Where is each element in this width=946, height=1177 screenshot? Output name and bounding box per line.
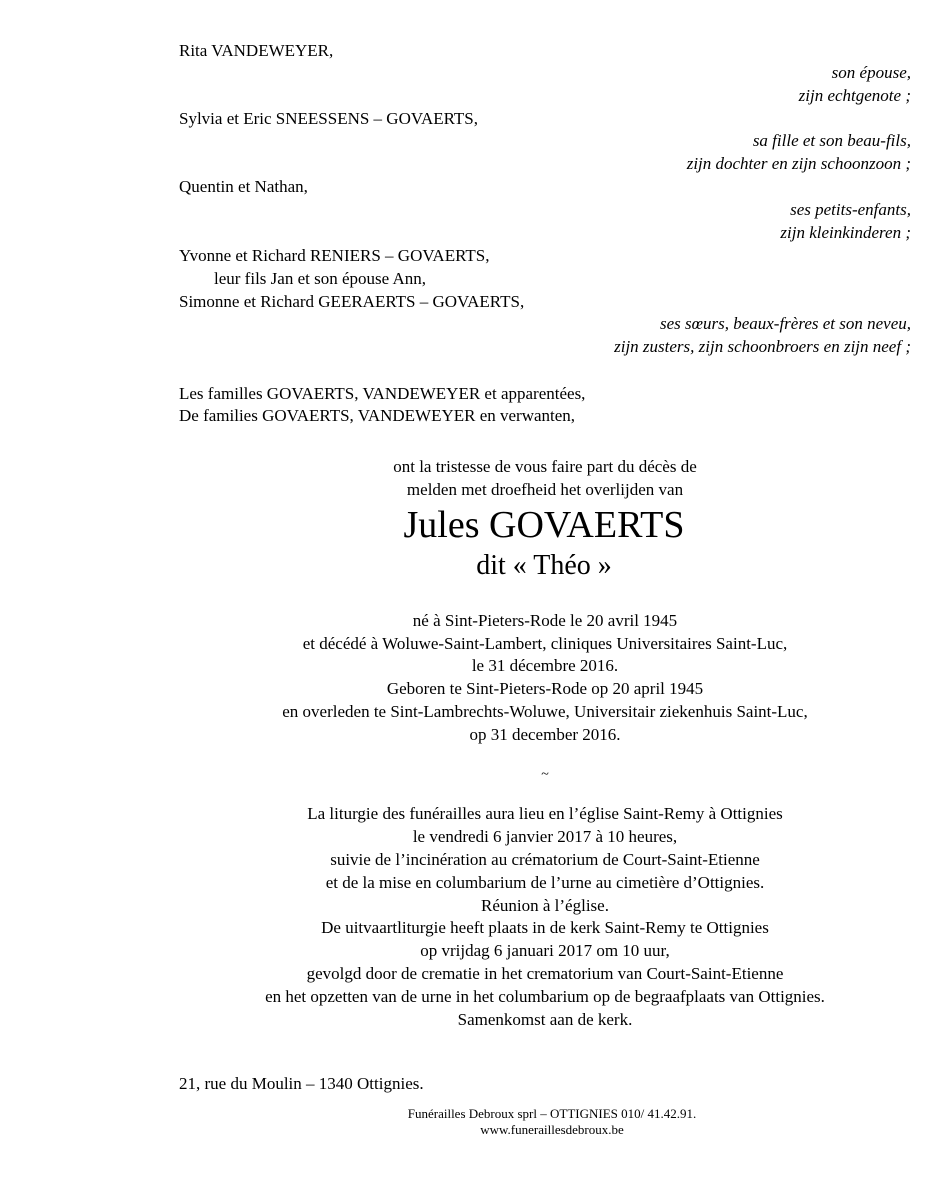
- birth-death-line: et décédé à Woluwe-Saint-Lambert, cliniques Universitaires Saint-Luc,: [302, 634, 788, 653]
- grandchildren-role-nl: zijn kleinkinderen ;: [780, 223, 911, 242]
- birth-death-line: Geboren te Sint-Pieters-Rode op 20 april 1945: [386, 679, 704, 698]
- birth-death-line: le 31 décembre 2016.: [471, 656, 619, 675]
- deceased-name: Jules GOVAERTS: [403, 504, 685, 546]
- funeral-line: le vendredi 6 janvier 2017 à 10 heures,: [412, 827, 678, 846]
- siblings-role-fr: ses sœurs, beaux-frères et son neveu,: [659, 314, 911, 333]
- intro-line-fr: ont la tristesse de vous faire part du décès de: [393, 457, 697, 476]
- grandchildren-role-fr: ses petits-enfants,: [790, 200, 911, 219]
- birth-death-line: op 31 december 2016.: [469, 725, 621, 744]
- families-line-fr: Les familles GOVAERTS, VANDEWEYER et apparentées,: [179, 384, 586, 403]
- funeral-line: Réunion à l’église.: [481, 896, 609, 915]
- funeral-home-info: Funérailles Debroux sprl – OTTIGNIES 010/ 41.42.91.: [407, 1106, 697, 1121]
- birth-death-line: né à Sint-Pieters-Rode le 20 avril 1945: [412, 611, 678, 630]
- grandchildren-name: Quentin et Nathan,: [179, 177, 308, 196]
- funeral-line: De uitvaartliturgie heeft plaats in de kerk Saint-Remy te Ottignies: [321, 918, 769, 937]
- daughter-name: Sylvia et Eric SNEESSENS – GOVAERTS,: [179, 109, 479, 128]
- families-line-nl: De families GOVAERTS, VANDEWEYER en verwanten,: [179, 406, 576, 425]
- deceased-nickname: dit « Théo »: [476, 550, 612, 581]
- nephew-name: leur fils Jan et son épouse Ann,: [214, 269, 426, 288]
- funeral-line: suivie de l’incinération au crématorium de Court-Saint-Etienne: [330, 850, 760, 869]
- tilde-separator: ~: [541, 767, 549, 782]
- funeral-line: op vrijdag 6 januari 2017 om 10 uur,: [420, 941, 670, 960]
- spouse-role-nl: zijn echtgenote ;: [798, 86, 911, 105]
- spouse-name: Rita VANDEWEYER,: [179, 41, 334, 60]
- sibling-name: Simonne et Richard GEERAERTS – GOVAERTS,: [179, 292, 525, 311]
- daughter-role-fr: sa fille et son beau-fils,: [752, 131, 911, 150]
- birth-death-line: en overleden te Sint-Lambrechts-Woluwe, Universitair ziekenhuis Saint-Luc,: [282, 702, 808, 721]
- family-address: 21, rue du Moulin – 1340 Ottignies.: [179, 1074, 424, 1093]
- funeral-line: en het opzetten van de urne in het columbarium op de begraafplaats van Ottignies.: [265, 987, 825, 1006]
- daughter-role-nl: zijn dochter en zijn schoonzoon ;: [686, 154, 911, 173]
- funeral-line: gevolgd door de crematie in het crematorium van Court-Saint-Etienne: [306, 964, 784, 983]
- funeral-line: et de la mise en columbarium de l’urne au cimetière d’Ottignies.: [325, 873, 765, 892]
- intro-line-nl: melden met droefheid het overlijden van: [406, 480, 684, 499]
- funeral-line: Samenkomst aan de kerk.: [457, 1010, 633, 1029]
- sibling-name: Yvonne et Richard RENIERS – GOVAERTS,: [179, 246, 490, 265]
- funeral-home-website: www.funeraillesdebroux.be: [480, 1122, 624, 1137]
- spouse-role-fr: son épouse,: [831, 63, 911, 82]
- funeral-line: La liturgie des funérailles aura lieu en l’église Saint-Remy à Ottignies: [307, 804, 783, 823]
- siblings-role-nl: zijn zusters, zijn schoonbroers en zijn neef ;: [614, 337, 911, 356]
